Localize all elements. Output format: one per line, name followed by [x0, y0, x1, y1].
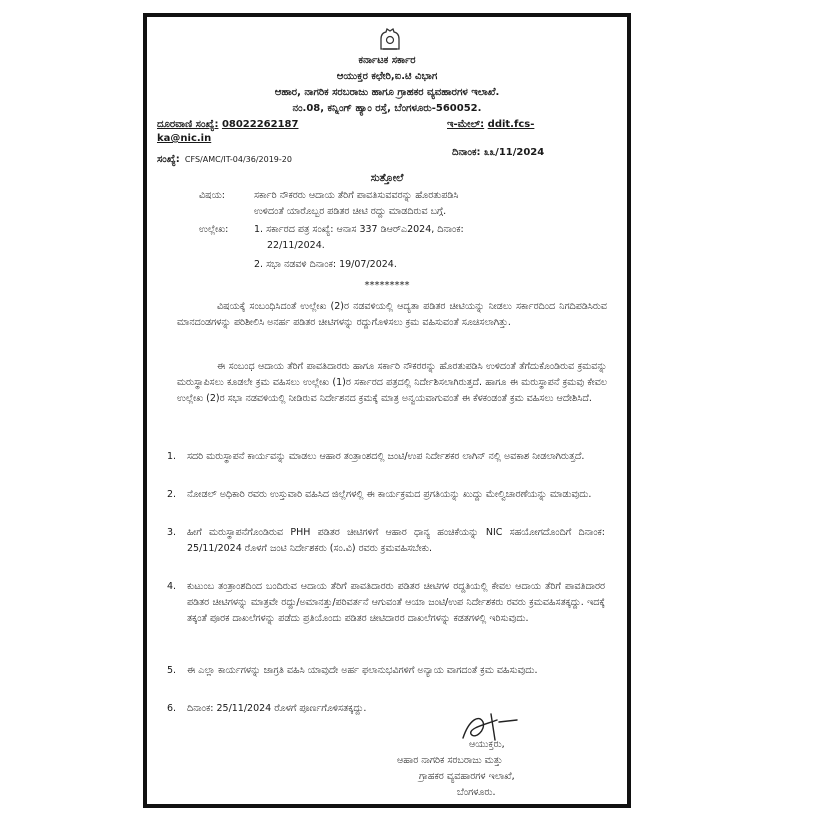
reference-1-line-1: 1. ಸರ್ಕಾರದ ಪತ್ರ ಸಂಖ್ಯೆ: ಆನಾಸ 337 ಡಿಆರ್‌ಎ2024, ದಿನಾಂಕ:	[254, 224, 464, 235]
subject-label: ವಿಷಯ:	[199, 190, 225, 201]
reference-date-label: ದಿನಾಂಕ:	[452, 147, 481, 158]
list-item-text: ದಿನಾಂಕ: 25/11/2024 ರೊಳಗೆ ಪೂರ್ಣಗೊಳಿಸತಕ್ಕದ್ದು.	[187, 703, 367, 714]
letterhead-address: ನಂ.08, ಕನ್ನಿಂಗ್ ಹ್ಯಾಂ ರಸ್ತೆ, ಬೆಂಗಳೂರು-560052.	[292, 103, 482, 114]
letterhead-office: ಆಯುಕ್ತರ ಕಛೇರಿ,ಐ.ಟಿ ವಿಭಾಗ	[336, 71, 438, 82]
paragraph-2: ಈ ಸಂಬಂಧ ಆದಾಯ ತೆರಿಗೆ ಪಾವತಿದಾರರು ಹಾಗೂ ಸರ್ಕಾರಿ ನೌಕರರನ್ನು ಹೊರತುಪಡಿಸಿ ಉಳಿದಂತೆ ತೆಗೆದುಕೊಂಡಿರುವ ಕ್ರಮವನ್ನು ಮರುಸ್ಥಾಪಿಸಲು ಕೂಡಲೇ ಕ್ರಮ ವಹಿಸಲು ಉಲ್ಲೇಖ (1)ರ ಸರ್ಕಾರದ ಪತ್ರದಲ್ಲಿ ನಿರ್ದೇಶಿಸಲಾಗಿರುತ್ತದೆ. ಹಾಗೂ ಈ ಮರುಸ್ಥಾಪನೆ ಕ್ರಮವು ಕೇವಲ ಉಲ್ಲೇಖ (2)ರ ಸಭಾ ನಡವಳಿಯಲ್ಲಿ ನೀಡಿರುವ ನಿರ್ದೇಶನದ ಕ್ರಮಕ್ಕೆ ಮಾತ್ರ ಅನ್ವಯವಾಗುವಂತೆ ಈ ಕೆಳಕಂಡಂತೆ ಕ್ರಮ ವಹಿಸಲು ಆದೇಶಿಸಿದೆ.	[177, 361, 607, 404]
list-item-number: 4.	[167, 581, 177, 592]
list-item-number: 6.	[167, 703, 177, 714]
subject-line-1: ಸರ್ಕಾರಿ ನೌಕರರು ಆದಾಯ ತೆರಿಗೆ ಪಾವತಿಸುವವರನ್ನು ಹೊರತುಪಡಿಸಿ	[254, 190, 459, 201]
phone-line	[157, 119, 298, 130]
phone-number: 08022262187	[221, 119, 299, 130]
phone-label: ದೂರವಾಣಿ ಸಂಖ್ಯೆ:	[157, 119, 219, 130]
list-item-text: ಈ ಎಲ್ಲಾ ಕಾರ್ಯಗಳನ್ನು ಜಾಗ್ರತಿ ವಹಿಸಿ ಯಾವುದೇ ಅರ್ಹ ಫಲಾನುಭವಿಗಳಿಗೆ ಅನ್ಯಾಯ ವಾಗದಂತೆ ಕ್ರಮ ವಹಿಸುವುದು.	[187, 665, 538, 676]
paragraph-1: ವಿಷಯಕ್ಕೆ ಸಂಬಂಧಿಸಿದಂತೆ ಉಲ್ಲೇಖ (2)ರ ನಡವಳಿಯಲ್ಲಿ ಆದ್ಯತಾ ಪಡಿತರ ಚೀಟಿಯನ್ನು ನೀಡಲು ಸರ್ಕಾರದಿಂದ ನಿಗದಿಪಡಿಸಿರುವ ಮಾನದಂಡಗಳನ್ನು ಪರಿಶೀಲಿಸಿ ಅನರ್ಹ ಪಡಿತರ ಚೀಟಿಗಳನ್ನು ರದ್ದುಗೊಳಿಸಲು ಕ್ರಮ ವಹಿಸುವಂತೆ ಸೂಚಿಸಲಾಗಿತ್ತು.	[177, 301, 607, 328]
list-item-text: ಹೀಗೆ ಮರುಸ್ಥಾಪನೆಗೊಂಡಿರುವ PHH ಪಡಿತರ ಚೀಟಿಗಳಿಗೆ ಆಹಾರ ಧಾನ್ಯ ಹಂಚಿಕೆಯನ್ನು NIC ಸಹಯೋಗದೊಂದಿಗೆ ದಿನಾಂಕ: 25/11/2024 ರೊಳಗೆ ಜಂಟಿ ನಿರ್ದೇಶಕರು (ಸಂ.ವಿ) ರವರು ಕ್ರಮವಹಿಸಬೇಕು.	[187, 527, 605, 554]
document-title: ಸುತ್ತೋಲೆ	[370, 172, 404, 184]
list-item-number: 1.	[167, 451, 177, 462]
signatory-line-1: ಆಹಾರ ನಾಗರಿಕ ಸರಬರಾಜು ಮತ್ತು	[397, 755, 503, 766]
list-item-number: 2.	[167, 489, 177, 500]
reference-number-label: ಸಂಖ್ಯೆ:	[157, 154, 180, 165]
list-item-text: ಸದರಿ ಮರುಸ್ಥಾಪನೆ ಕಾರ್ಯವನ್ನು ಮಾಡಲು ಆಹಾರ ತಂತ್ರಾಂಶದಲ್ಲಿ ಜಂಟಿ/ಉಪ ನಿರ್ದೇಶಕರ ಲಾಗಿನ್ ನಲ್ಲಿ ಅವಕಾಶ ನೀಡಲಾಗಿರುತ್ತದೆ.	[187, 451, 585, 462]
list-item-number: 3.	[167, 527, 177, 538]
signatory-line-2: ಗ್ರಾಹಕರ ವ್ಯವಹಾರಗಳ ಇಲಾಖೆ,	[419, 771, 515, 782]
references-label: ಉಲ್ಲೇಖ:	[199, 224, 229, 235]
state-emblem-icon	[377, 27, 403, 51]
signatory-line-3: ಬೆಂಗಳೂರು.	[457, 787, 496, 798]
reference-1-line-2: 22/11/2024.	[267, 240, 325, 251]
document-frame	[143, 13, 631, 808]
list-item-text: ಕುಟುಂಬ ತಂತ್ರಾಂಶದಿಂದ ಬಂದಿರುವ ಆದಾಯ ತೆರಿಗೆ ಪಾವತಿದಾರರು ಪಡಿತರ ಚೀಟಿಗಳ ರದ್ದತಿಯಲ್ಲಿ ಕೇವಲ ಆದಾಯ ತೆರಿಗೆ ಪಾವತಿದಾರರ ಪಡಿತರ ಚೀಟಿಗಳನ್ನು ಮಾತ್ರವೇ ರದ್ದು/ಅಮಾನತ್ತು/ಪರಿವರ್ತನೆ ಆಗುವಂತೆ ಆಯಾ ಜಂಟಿ/ಉಪ ನಿರ್ದೇಶಕರು ರವರು ಕ್ರಮವಹಿಸತಕ್ಕದ್ದು. ಇದಕ್ಕೆ ತಕ್ಕಂತೆ ಪೂರಕ ದಾಖಲೆಗಳನ್ನು ಪಡೆದು ಪ್ರತಿಯೊಂದು ಪಡಿತರ ಚೀಟಿದಾರರ ದಾಖಲೆಗಳನ್ನು ಕಡತಗಳಲ್ಲಿ ಇರಿಸುವುದು.	[187, 581, 605, 624]
signatory-title: ಆಯುಕ್ತರು,	[469, 739, 505, 750]
separator: *********	[364, 280, 410, 291]
letterhead-government: ಕರ್ನಾಟಕ ಸರ್ಕಾರ	[358, 55, 416, 66]
email-part-1[interactable]: ddit.fcs-	[487, 119, 535, 130]
reference-number: CFS/AMC/IT-04/36/2019-20	[184, 155, 292, 164]
reference-date-line	[452, 147, 544, 158]
email-part-2[interactable]: ka@nic.in	[157, 133, 212, 144]
reference-2: 2. ಸಭಾ ನಡವಳಿ ದಿನಾಂಕ: 19/07/2024.	[254, 259, 397, 270]
subject-line-2: ಉಳಿದಂತೆ ಯಾರೊಬ್ಬರ ಪಡಿತರ ಚೀಟಿ ರದ್ದು ಮಾಡದಿರುವ ಬಗ್ಗೆ.	[254, 206, 447, 217]
reference-number-line	[157, 147, 292, 166]
letterhead-department: ಆಹಾರ, ನಾಗರಿಕ ಸರಬರಾಜು ಹಾಗೂ ಗ್ರಾಹಕರ ವ್ಯವಹಾರಗಳ ಇಲಾಖೆ.	[274, 87, 500, 98]
list-item-text: ನೋಡಲ್ ಅಧಿಕಾರಿ ರವರು ಉಸ್ತುವಾರಿ ವಹಿಸಿದ ಜಿಲ್ಲೆಗಳಲ್ಲಿ ಈ ಕಾರ್ಯಕ್ರಮದ ಪ್ರಗತಿಯನ್ನು ಖುದ್ದು ಮೇಲ್ವಿಚಾರಣೆಯನ್ನು ಮಾಡುವುದು.	[187, 489, 592, 500]
email-line	[447, 119, 534, 130]
email-label: ಇ-ಮೇಲ್:	[447, 119, 485, 130]
reference-date: ೩೩/11/2024	[483, 147, 545, 158]
list-item-number: 5.	[167, 665, 177, 676]
